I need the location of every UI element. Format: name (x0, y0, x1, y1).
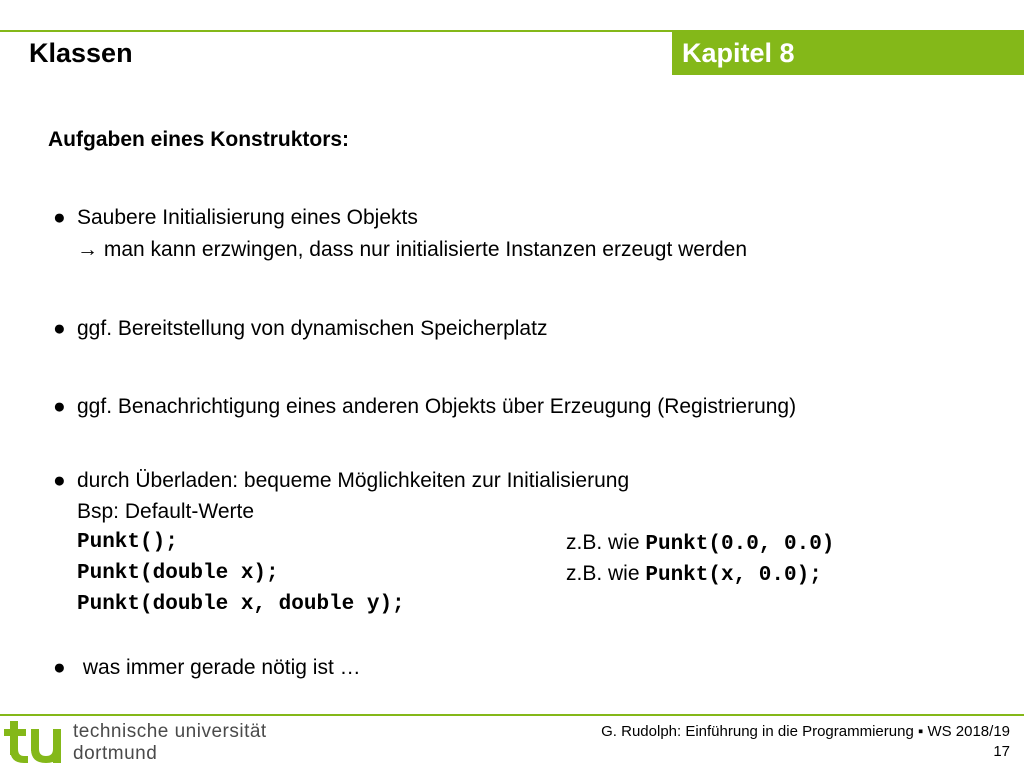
page-number: 17 (993, 743, 1010, 760)
bullet-dot: ● (53, 206, 66, 229)
content-heading: Aufgaben eines Konstruktors: (48, 128, 350, 151)
code-line-2: Punkt(double x); (77, 562, 279, 585)
university-name-line-2: dortmund (73, 743, 158, 764)
example-code: Punkt(0.0, 0.0) (645, 533, 835, 556)
bullet-dot: ● (53, 317, 66, 340)
footer-credit: G. Rudolph: Einführung in die Programmierung ▪ WS 2018/19 (601, 723, 1010, 740)
chapter-label: Kapitel 8 (682, 38, 795, 68)
chapter-badge (672, 31, 1024, 75)
bullet-4-subline: Bsp: Default-Werte (77, 500, 255, 523)
code-line-3: Punkt(double x, double y); (77, 593, 405, 616)
university-name-line-1: technische universität (73, 721, 267, 742)
university-name (73, 721, 267, 765)
bullet-item-5 (53, 653, 361, 683)
footer-divider (0, 714, 1024, 716)
bullet-dot: ● (53, 395, 66, 418)
example-prefix: z.B. wie (566, 531, 640, 554)
bullet-dot: ● (53, 656, 66, 679)
bullet-dot: ● (53, 469, 66, 492)
bullet-text: ggf. Benachrichtigung eines anderen Objekts über Erzeugung (Registrierung) (77, 395, 797, 418)
bullet-text: ggf. Bereitstellung von dynamischen Speicherplatz (77, 317, 548, 340)
example-1 (566, 528, 834, 560)
bullet-text: Saubere Initialisierung eines Objekts (77, 206, 418, 229)
example-code: Punkt(x, 0.0); (645, 564, 822, 587)
example-2 (566, 559, 822, 591)
bullet-1-subline: → man kann erzwingen, dass nur initialisierte Instanzen erzeugt werden (77, 238, 748, 261)
example-prefix: z.B. wie (566, 562, 640, 585)
bullet-item-3 (53, 392, 796, 422)
slide-title: Klassen (29, 38, 133, 68)
bullet-text: durch Überladen: bequeme Möglichkeiten zur Initialisierung (77, 469, 630, 492)
code-line-1: Punkt(); (77, 531, 178, 554)
bullet-item-4 (53, 466, 629, 496)
tu-logo-icon (4, 719, 64, 765)
bullet-text: was immer gerade nötig ist … (82, 656, 361, 679)
bullet-item-2 (53, 314, 547, 344)
bullet-item-1 (53, 203, 418, 233)
